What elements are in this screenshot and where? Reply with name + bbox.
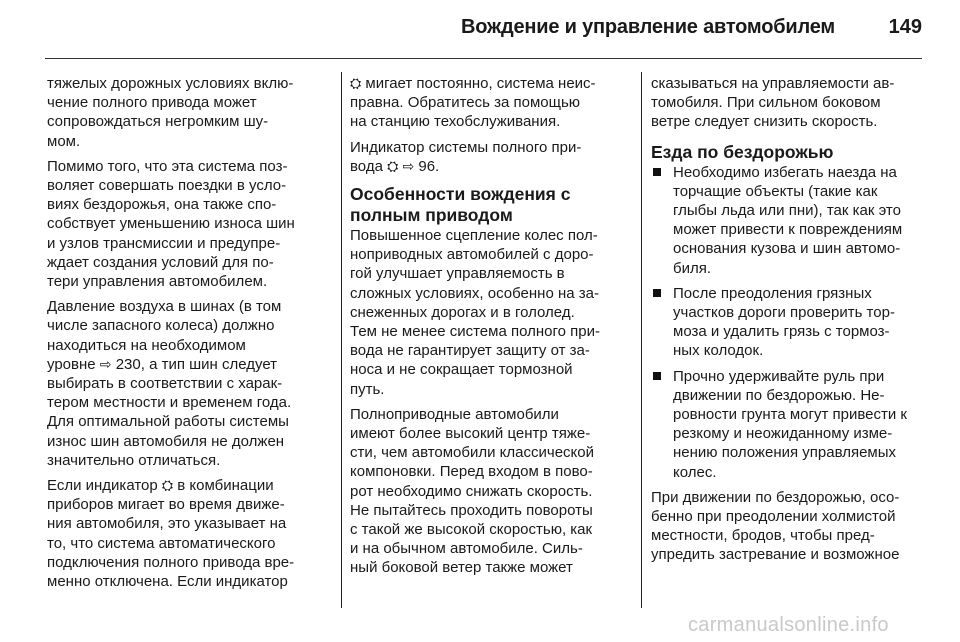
text-line: упредить застревание и возможное [651,546,900,564]
paragraph [350,74,632,132]
text-line: Повышенное сцепление колес пол- [350,227,598,245]
column-divider [641,72,642,608]
bullet-item [651,284,925,361]
text-line: Тем не менее система полного при- [350,323,600,341]
text-line: сти, чем автомобили классической [350,444,594,462]
header-divider [45,58,922,59]
text-column-3 [651,74,925,571]
text-line: ноприводных автомобилей с доро- [350,246,594,264]
paragraph [350,138,632,176]
text-line: сопровождаться негромким шу- [47,113,269,131]
heading-line: полным приводом [350,205,513,226]
text-line: сказываться на управляемости ав- [651,75,895,92]
text-line: моза и удалить грязь с тормоз- [673,323,890,341]
paragraph [47,157,329,291]
text-fragment: в комбинации [177,477,274,495]
text-line: ный боковой ветер также может [350,559,573,577]
text-line: биля. [673,259,712,277]
paragraph [651,74,925,132]
section-heading: Езда по бездорожью [651,141,834,162]
text-fragment: уровне [47,355,96,373]
text-line: путь. [350,380,385,398]
text-line: рот необходимо снижать скорость. [350,482,593,500]
text-line [350,74,632,93]
text-line: сложных условиях, особенно на за- [350,284,599,302]
bullet-square-icon [653,168,661,176]
text-line: При движении по бездорожью, осо- [651,488,900,506]
paragraph [47,476,329,591]
text-line [350,157,632,176]
text-line [47,355,329,374]
arrow-reference-icon[interactable]: ⇨ [402,157,415,174]
watermark: carmanualsonline.info [688,614,889,636]
text-line: нению положения управляемых [673,444,897,462]
text-line: находиться на необходимом [47,336,246,354]
paragraph [47,297,329,470]
text-line: чение полного привода может [47,94,257,112]
text-line: виях бездорожья, она также спо- [47,196,277,214]
text-line: компоновки. Перед входом в пово- [350,463,593,481]
text-fragment: мигает постоянно, система неис- [365,75,596,92]
page-reference[interactable]: 230, а тип шин следует [115,355,278,373]
text-line: снеженных дорогах и в гололед. [350,303,575,321]
text-line: основания кузова и шин автомо- [673,240,901,258]
page-header [0,0,960,56]
bullet-item [651,367,925,482]
text-line: Индикатор системы полного при- [350,138,582,156]
text-line: Необходимо избегать наезда на [673,163,897,181]
text-line: износ шин автомобиля не должен [47,432,285,450]
text-line: числе запасного колеса) должно [47,317,275,335]
text-line: и на обычном автомобиле. Силь- [350,540,583,558]
text-line: выбирать в соответствии с харак- [47,375,283,393]
text-line: собствует уменьшению износа шин [47,215,295,233]
paragraph [651,488,925,565]
text-line: ных колодок. [673,342,764,360]
text-line: томобиля. При сильном боковом [651,94,881,112]
text-line: значительно отличаться. [47,451,221,469]
4x4-indicator-icon: ⛭ [387,157,399,174]
text-line: Давление воздуха в шинах (в том [47,298,282,316]
text-line: Полноприводные автомобили [350,405,559,423]
text-fragment: вода [350,157,383,175]
text-line: и узлов трансмиссии и предупре- [47,234,281,252]
page-number: 149 [888,16,922,38]
text-line: носа и не сокращает тормозной [350,361,573,379]
text-line: ровности грунта могут привести к [673,406,907,424]
section-heading [350,184,632,226]
text-line: местности, бродов, чтобы пред- [651,527,875,545]
text-line: Прочно удерживайте руль при [673,367,885,385]
text-line: глыбы льда или пни), так как это [673,202,901,220]
text-line: Для оптимальной работы системы [47,413,289,431]
bullet-square-icon [653,372,661,380]
text-fragment: Если индикатор [47,477,158,495]
text-line: участков дороги проверить тор- [673,304,895,322]
text-line: ния автомобиля, это указывает на [47,515,287,533]
bullet-item [651,163,925,278]
text-line: то, что система автоматического [47,534,276,552]
page-reference[interactable]: 96. [418,157,440,175]
text-line: правна. Обратитесь за помощью [350,94,581,112]
text-line: После преодоления грязных [673,284,872,302]
paragraph [350,226,632,399]
4x4-indicator-icon: ⛭ [350,75,362,91]
arrow-reference-icon[interactable]: ⇨ [99,355,112,372]
text-line: приборов мигает во время движе- [47,496,285,514]
text-line: подключения полного привода вре- [47,553,295,571]
text-line: на станцию техобслуживания. [350,113,561,131]
text-column-1 [47,74,329,597]
text-line [47,476,329,495]
paragraph [350,405,632,578]
page-title: Вождение и управление автомобилем [460,16,835,38]
text-line: тери управления автомобилем. [47,273,268,291]
paragraph [47,74,329,151]
text-line: с такой же высокой скоростью, как [350,521,593,539]
text-line: тером местности и временем года. [47,394,292,412]
text-line: тяжелых дорожных условиях вклю- [47,75,294,92]
column-divider [341,72,342,608]
heading-line: Особенности вождения с [350,184,571,205]
text-line: воляет совершать поездки в усло- [47,177,287,195]
text-line: торчащие объекты (такие как [673,182,878,200]
text-line: движении по бездорожью. Не- [673,386,885,404]
text-line: вода не гарантирует защиту от за- [350,342,590,360]
text-line: может привести к повреждениям [673,221,903,239]
text-line: имеют более высокий центр тяже- [350,425,591,443]
text-line: ждает создания условий для по- [47,253,274,271]
text-line: резкому и неожиданному изме- [673,425,893,443]
4x4-indicator-icon: ⛭ [161,477,174,494]
text-column-2 [350,74,632,584]
text-line: бенно при преодолении холмистой [651,508,896,526]
text-line: Не пытайтесь проходить повороты [350,501,593,519]
text-line: Помимо того, что эта система поз- [47,157,288,175]
text-line: колес. [673,463,717,481]
text-line: ветре следует снизить скорость. [651,113,878,131]
text-line: менно отключена. Если индикатор [47,573,288,591]
text-line: гой улучшает управляемость в [350,265,565,283]
text-line: мом. [47,132,81,150]
bullet-square-icon [653,289,661,297]
